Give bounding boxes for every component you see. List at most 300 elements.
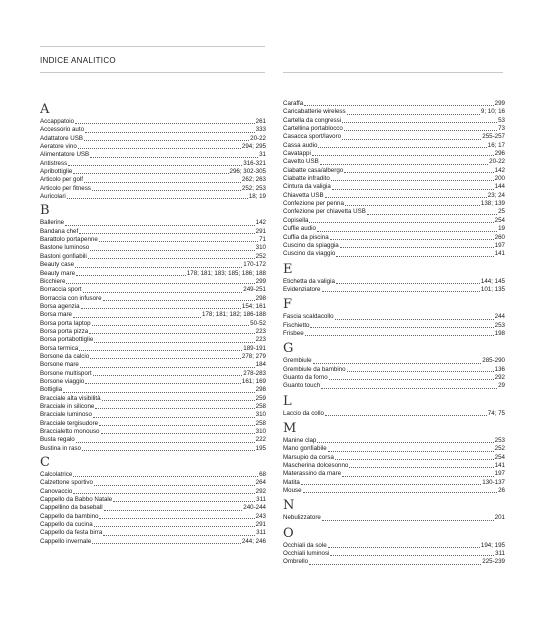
dot-leader xyxy=(79,229,254,234)
entry-pages: 223 xyxy=(255,327,266,335)
index-entry xyxy=(40,345,266,353)
index-entry xyxy=(40,320,266,328)
index-entry xyxy=(283,150,505,158)
entry-term: Calcolatrice xyxy=(40,471,73,479)
entry-pages: 20-22 xyxy=(489,158,505,166)
index-entry xyxy=(40,236,266,244)
entry-term: Cavetto USB xyxy=(283,158,319,166)
entry-pages: 16; 17 xyxy=(487,141,505,149)
dot-leader xyxy=(304,101,493,106)
entry-term: Manine clap xyxy=(283,436,317,444)
entry-term: Articolo per fitness xyxy=(40,184,91,192)
dot-leader xyxy=(367,210,497,215)
dot-leader xyxy=(313,359,482,364)
index-entry xyxy=(40,336,266,344)
entry-term: Confezione per penna xyxy=(283,200,344,208)
page-title: INDICE ANALITICO xyxy=(40,56,116,65)
entry-pages: 25 xyxy=(498,208,505,216)
index-column-right xyxy=(283,100,505,567)
entry-pages: 197 xyxy=(494,241,505,249)
entry-term: Alimentatore USB xyxy=(40,151,90,159)
dot-leader xyxy=(303,488,498,493)
section-letter: M xyxy=(283,420,297,436)
dot-leader xyxy=(101,429,255,434)
entry-term: Antistress xyxy=(40,159,68,167)
dot-leader xyxy=(92,321,250,326)
dot-leader xyxy=(332,185,494,190)
index-entry xyxy=(40,135,266,143)
dot-leader xyxy=(318,143,486,148)
dot-leader xyxy=(99,237,258,242)
index-entry xyxy=(283,366,505,374)
section-letter: C xyxy=(40,455,50,471)
dot-leader xyxy=(301,480,481,485)
index-entry xyxy=(283,117,505,125)
section-letter: L xyxy=(283,393,292,409)
entry-pages: 252 xyxy=(494,445,505,453)
entry-pages: 298 xyxy=(255,386,266,394)
dot-leader xyxy=(104,506,243,511)
dot-leader xyxy=(322,287,480,292)
entry-pages: 264 xyxy=(255,479,266,487)
index-entry xyxy=(40,428,266,436)
entry-term: Cappello da cucina xyxy=(40,521,93,529)
dot-leader xyxy=(88,254,255,259)
entry-term: Beauty case xyxy=(40,261,75,269)
index-entry xyxy=(40,151,266,159)
dot-leader xyxy=(78,144,241,149)
index-entry xyxy=(283,330,505,338)
dot-leader xyxy=(94,522,255,527)
entry-term: Occhiali da sole xyxy=(283,541,327,549)
dot-leader xyxy=(335,315,494,320)
dot-leader xyxy=(99,421,255,426)
index-entry xyxy=(283,322,505,330)
entry-pages: 19 xyxy=(498,225,505,233)
entry-pages: 170-172 xyxy=(243,261,266,269)
index-entry xyxy=(40,193,266,201)
entry-pages: 29 xyxy=(498,382,505,390)
index-entry xyxy=(283,487,505,495)
dot-leader xyxy=(113,497,255,502)
entry-pages: 223 xyxy=(255,336,266,344)
index-entry xyxy=(283,200,505,208)
index-entry xyxy=(40,353,266,361)
index-entry xyxy=(283,558,505,566)
entry-pages: 142 xyxy=(255,219,266,227)
entry-term: Ciabatte casa/albergo xyxy=(283,166,344,174)
index-entry xyxy=(40,403,266,411)
entry-term: Adattatore USB xyxy=(40,134,83,142)
dot-leader xyxy=(330,235,494,240)
entry-pages: 23; 24 xyxy=(487,191,505,199)
entry-pages: 291 xyxy=(255,227,266,235)
index-entry xyxy=(283,542,505,550)
entry-term: Laccio da collo xyxy=(283,409,324,417)
entry-term: Cappello invernale xyxy=(40,537,92,545)
dot-leader xyxy=(309,218,493,223)
entry-pages: 260 xyxy=(494,233,505,241)
dot-leader xyxy=(73,313,201,318)
index-entry xyxy=(40,295,266,303)
entry-term: Grembiule xyxy=(283,357,312,365)
entry-term: Canovaccio xyxy=(40,487,73,495)
entry-term: Borsa portabottiglie xyxy=(40,336,94,344)
index-entry xyxy=(283,100,505,108)
section-letter: F xyxy=(283,297,293,313)
entry-term: Accessorio auto xyxy=(40,126,85,134)
section-letter: O xyxy=(283,525,294,541)
entry-term: Guanto touch xyxy=(283,382,321,390)
entry-pages: 253 xyxy=(494,321,505,329)
entry-pages: 311 xyxy=(495,550,505,558)
index-entry xyxy=(40,143,266,151)
index-entry xyxy=(40,529,266,537)
index-entry xyxy=(283,183,505,191)
dot-leader xyxy=(103,531,255,536)
dot-leader xyxy=(67,194,248,199)
index-entry xyxy=(283,175,505,183)
entry-pages: 310 xyxy=(255,428,266,436)
entry-term: Cuffie audio xyxy=(283,225,316,233)
dot-leader xyxy=(90,153,258,158)
entry-term: Borsa termica xyxy=(40,344,79,352)
entry-term: Etichetta da valigia xyxy=(283,277,335,285)
entry-term: Materassino da mare xyxy=(283,470,342,478)
dot-leader xyxy=(317,438,493,443)
index-entry xyxy=(40,471,266,479)
index-entry xyxy=(40,513,266,521)
dot-leader xyxy=(89,329,255,334)
index-entry xyxy=(40,504,266,512)
dot-leader xyxy=(63,388,255,393)
entry-pages: 189-191 xyxy=(243,344,266,352)
entry-pages: 333 xyxy=(255,126,266,134)
entry-pages: 292 xyxy=(255,487,266,495)
entry-pages: 130-137 xyxy=(482,478,505,486)
dot-leader xyxy=(310,323,493,328)
entry-term: Auricolari xyxy=(40,193,66,201)
entry-term: Bastoni gonfiabili xyxy=(40,252,87,260)
entry-term: Articolo per golf xyxy=(40,176,83,184)
dot-leader xyxy=(342,118,497,123)
index-section xyxy=(40,204,266,453)
dot-leader xyxy=(305,331,494,336)
index-entry xyxy=(283,374,505,382)
entry-pages: 31 xyxy=(259,151,266,159)
entry-pages: 262; 263 xyxy=(241,176,266,184)
entry-pages: 136 xyxy=(494,365,505,373)
entry-term: Cuscino da spiaggia xyxy=(283,241,339,249)
index-section xyxy=(283,527,505,567)
entry-term: Mascherina dolcesonno xyxy=(283,462,349,469)
entry-term: Ombrello xyxy=(283,558,309,566)
dot-leader xyxy=(328,543,480,548)
index-entry xyxy=(40,303,266,311)
dot-leader xyxy=(84,136,249,141)
index-entry xyxy=(40,261,266,269)
entry-term: Bandana chef xyxy=(40,227,79,235)
index-entry xyxy=(40,270,266,278)
entry-pages: 142 xyxy=(494,166,505,174)
index-entry xyxy=(40,219,266,227)
dot-leader xyxy=(76,271,186,276)
dot-leader xyxy=(75,119,255,124)
entry-pages: 141 xyxy=(494,250,505,258)
entry-term: Borsa agenzia xyxy=(40,302,80,310)
dot-leader xyxy=(94,338,254,343)
entry-pages: 316-321 xyxy=(243,159,266,167)
index-section xyxy=(283,100,505,259)
index-entry xyxy=(40,378,266,386)
entry-pages: 53 xyxy=(498,116,505,124)
dot-leader xyxy=(335,455,494,460)
entry-pages: 310 xyxy=(255,244,266,252)
index-entry xyxy=(40,370,266,378)
dot-leader xyxy=(328,447,494,452)
dot-leader xyxy=(82,446,255,451)
dot-leader xyxy=(103,296,255,301)
entry-pages: 161; 169 xyxy=(241,377,266,385)
entry-pages: 243 xyxy=(255,512,266,520)
entry-pages: 144 xyxy=(494,183,505,191)
entry-pages: 252 xyxy=(255,252,266,260)
entry-term: Matita xyxy=(283,478,300,486)
index-entry xyxy=(283,462,505,470)
index-entry xyxy=(40,228,266,236)
index-section xyxy=(283,298,505,338)
index-entry xyxy=(40,253,266,261)
dot-leader xyxy=(345,201,480,206)
entry-term: Fischietto xyxy=(283,321,310,329)
entry-term: Borraccia sport xyxy=(40,286,82,294)
dot-leader xyxy=(93,413,255,418)
entry-term: Cuscino da viaggio xyxy=(283,250,336,258)
index-entry xyxy=(40,311,266,319)
index-section xyxy=(283,499,505,522)
index-entry xyxy=(40,278,266,286)
entry-term: Accappatoio xyxy=(40,118,75,125)
dot-leader xyxy=(73,472,258,477)
entry-pages: 291 xyxy=(255,521,266,529)
entry-term: Cartella da congressi xyxy=(283,116,342,124)
entry-pages: 201 xyxy=(494,514,505,522)
index-entry xyxy=(40,488,266,496)
entry-pages: 178; 181; 183; 185; 186; 188 xyxy=(186,269,266,277)
entry-pages: 197 xyxy=(494,470,505,478)
entry-pages: 278-283 xyxy=(243,369,266,377)
dot-leader xyxy=(79,346,242,351)
dot-leader xyxy=(73,169,228,174)
index-entry xyxy=(283,192,505,200)
index-entry xyxy=(40,286,266,294)
dot-leader xyxy=(312,151,494,156)
entry-term: Bracciale in silicone xyxy=(40,403,95,410)
entry-pages: 299 xyxy=(494,100,505,107)
index-entry xyxy=(40,386,266,394)
index-entry xyxy=(40,445,266,453)
dot-leader xyxy=(309,560,481,565)
entry-term: Bracciale luminoso xyxy=(40,411,92,419)
dot-leader xyxy=(320,160,488,165)
dot-leader xyxy=(344,168,493,173)
entry-term: Aeratore vino xyxy=(40,143,77,151)
entry-term: Bracciale alta visibilità xyxy=(40,394,101,402)
entry-pages: 294; 295 xyxy=(241,143,266,151)
dot-leader xyxy=(329,375,494,380)
dot-leader xyxy=(325,193,487,198)
index-entry xyxy=(283,108,505,116)
dot-leader xyxy=(94,481,255,486)
section-letter: B xyxy=(40,203,50,219)
entry-term: Guanto da forno xyxy=(283,373,328,381)
entry-term: Borsone multisport xyxy=(40,369,92,377)
index-entry xyxy=(40,521,266,529)
entry-pages: 18; 19 xyxy=(248,193,266,201)
dot-leader xyxy=(321,384,497,389)
dot-leader xyxy=(342,135,481,140)
index-entry xyxy=(283,142,505,150)
entry-term: Copisella xyxy=(283,216,309,224)
entry-pages: 101; 135 xyxy=(480,285,505,293)
dot-leader xyxy=(102,396,255,401)
entry-pages: 154; 161 xyxy=(241,302,266,310)
dot-leader xyxy=(65,221,255,226)
dot-leader xyxy=(340,243,494,248)
entry-term: Chiavetta USB xyxy=(283,191,324,199)
entry-pages: 258 xyxy=(255,403,266,410)
entry-pages: 222 xyxy=(255,436,266,444)
entry-pages: 225-239 xyxy=(482,558,505,566)
index-entry xyxy=(283,133,505,141)
entry-pages: 311 xyxy=(256,529,266,537)
index-section xyxy=(283,263,505,295)
entry-term: Cassa audio xyxy=(283,141,318,149)
section-letter: E xyxy=(283,261,293,277)
index-entry xyxy=(283,278,505,286)
dot-leader xyxy=(83,288,243,293)
dot-leader xyxy=(92,539,241,544)
index-entry xyxy=(283,234,505,242)
index-entry xyxy=(283,382,505,390)
index-entry xyxy=(40,244,266,252)
entry-pages: 310 xyxy=(255,411,266,419)
entry-pages: 200 xyxy=(494,175,505,183)
index-entry xyxy=(40,328,266,336)
entry-term: Caraffa xyxy=(283,100,304,107)
index-entry xyxy=(283,357,505,365)
dot-leader xyxy=(76,438,255,443)
entry-term: Braccialetto monouso xyxy=(40,428,100,436)
dot-leader xyxy=(322,516,494,521)
entry-pages: 198 xyxy=(494,329,505,337)
index-entry xyxy=(40,538,266,546)
index-column-left xyxy=(40,100,266,546)
entry-pages: 20-22 xyxy=(250,134,266,142)
entry-term: Frisbee xyxy=(283,329,304,337)
entry-pages: 253 xyxy=(494,436,505,444)
index-entry xyxy=(40,420,266,428)
dot-leader xyxy=(75,263,242,268)
entry-term: Marsupio da corsa xyxy=(283,453,334,461)
entry-pages: 26 xyxy=(498,487,505,495)
entry-term: Barattolo portapenne xyxy=(40,236,98,244)
index-entry xyxy=(40,361,266,369)
title-rule-left xyxy=(40,72,265,73)
entry-term: Calzettone sportivo xyxy=(40,479,93,487)
entry-term: Cartellina portablocco xyxy=(283,125,343,133)
entry-pages: 195 xyxy=(255,444,266,452)
entry-pages: 141 xyxy=(494,462,505,469)
index-entry xyxy=(40,436,266,444)
index-entry xyxy=(283,225,505,233)
entry-pages: 249-251 xyxy=(243,286,266,294)
entry-term: Bustina in raso xyxy=(40,444,81,452)
entry-term: Bracciale tergisudore xyxy=(40,419,99,427)
entry-pages: 298 xyxy=(255,294,266,302)
entry-pages: 292 xyxy=(494,373,505,381)
entry-term: Fascia scaldacollo xyxy=(283,313,334,321)
index-section xyxy=(40,456,266,546)
entry-term: Mouse xyxy=(283,487,302,495)
index-entry xyxy=(40,185,266,193)
entry-term: Cintura da valigia xyxy=(283,183,331,191)
dot-leader xyxy=(81,304,241,309)
entry-term: Borsone viaggio xyxy=(40,377,85,385)
index-entry xyxy=(283,514,505,522)
index-entry xyxy=(40,411,266,419)
index-entry xyxy=(40,168,266,176)
entry-pages: 259 xyxy=(255,394,266,402)
entry-pages: 285-290 xyxy=(482,357,505,365)
dot-leader xyxy=(344,126,497,131)
entry-pages: 258 xyxy=(255,419,266,427)
index-entry xyxy=(40,479,266,487)
entry-term: Borraccia con infusore xyxy=(40,294,102,302)
dot-leader xyxy=(92,186,241,191)
index-entry xyxy=(283,167,505,175)
index-entry xyxy=(283,550,505,558)
entry-pages: 240-244 xyxy=(243,504,266,512)
entry-term: Cavatappi xyxy=(283,150,311,158)
index-entry xyxy=(283,217,505,225)
entry-term: Casacca sport/lavoro xyxy=(283,133,342,141)
entry-pages: 255-257 xyxy=(482,133,505,141)
index-section xyxy=(283,422,505,495)
entry-term: Occhiali luminosi xyxy=(283,550,330,558)
entry-pages: 71 xyxy=(259,236,266,244)
dot-leader xyxy=(90,246,254,251)
entry-pages: 311 xyxy=(256,496,266,504)
index-entry xyxy=(283,208,505,216)
index-entry xyxy=(40,176,266,184)
entry-term: Ballerine xyxy=(40,219,65,227)
entry-term: Grembiule da bambino xyxy=(283,365,346,373)
entry-term: Borsone da calcio xyxy=(40,352,90,360)
entry-term: Cappello da Babbo Natale xyxy=(40,496,113,504)
index-entry xyxy=(283,470,505,478)
dot-leader xyxy=(66,279,254,284)
dot-leader xyxy=(317,227,497,232)
entry-pages: 50-52 xyxy=(250,319,266,327)
entry-pages: 254 xyxy=(494,453,505,461)
entry-term: Cuffia da piscina xyxy=(283,233,329,241)
index-entry xyxy=(283,158,505,166)
entry-term: Evidenziatore xyxy=(283,285,321,293)
entry-pages: 184 xyxy=(255,361,266,369)
entry-term: Apribottiglie xyxy=(40,168,73,176)
entry-pages: 261 xyxy=(255,118,266,125)
